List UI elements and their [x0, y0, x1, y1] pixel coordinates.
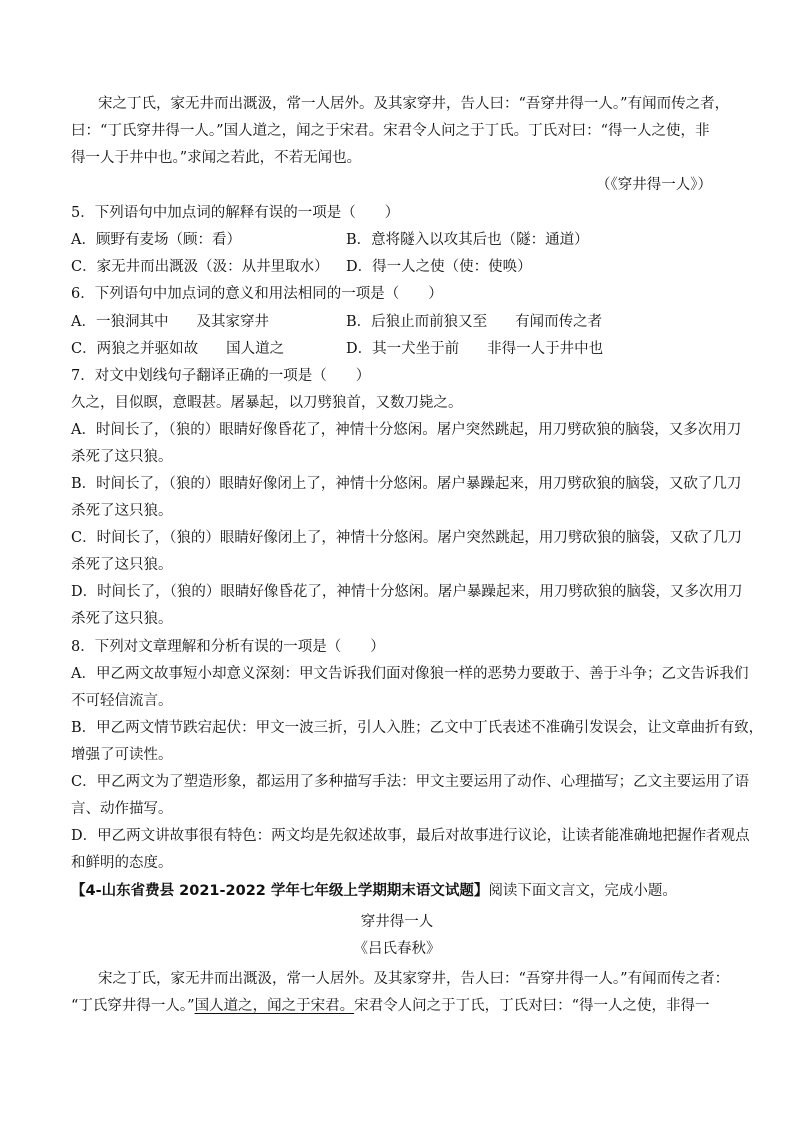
- question-8-option-a-cont: 不可轻信流言。: [71, 693, 173, 709]
- question-7-option-c: C．时间长了，（狼的）眼睛好像闭上了，神情十分悠闲。屠户突然跳起，用刀劈砍狼的脑袋，又砍了几刀: [71, 530, 742, 546]
- question-5-stem: 5．下列语句中加点词的解释有误的一项是（ ）: [71, 205, 400, 221]
- question-7-quote: 久之，目似瞑，意暇甚。屠暴起，以刀劈狼首，又数刀毙之。: [71, 395, 463, 411]
- question-7-option-d-cont: 杀死了这只狼。: [71, 611, 173, 627]
- question-7-option-a: A．时间长了，（狼的）眼睛好像昏花了，神情十分悠闲。屠户突然跳起，用刀劈砍狼的脑袋，又多次用刀: [71, 422, 742, 438]
- question-5-option-b: B．意将隧入以攻其后也（隧：通道）: [346, 232, 589, 248]
- option-text: A．一狼洞其中: [71, 314, 169, 330]
- question-7-stem: 7．对文中划线句子翻译正确的一项是（ ）: [71, 368, 371, 384]
- underlined-sentence: 国人道之，闻之于宋君。: [194, 998, 355, 1014]
- question-5-option-c: C．家无井而出溉汲（汲：从井里取水）: [71, 259, 329, 275]
- question-6-stem: 6．下列语句中加点词的意义和用法相同的一项是（ ）: [71, 286, 443, 302]
- option-text: 及其家穿井: [196, 314, 269, 330]
- question-5-option-d: D．得一人之使（使：使唤）: [346, 259, 532, 275]
- option-text: 非得一人于井中也: [487, 341, 604, 357]
- section-4-instruction: 阅读下面文言文，完成小题。: [488, 883, 677, 899]
- question-7-option-d: D．时间长了，（狼的）眼睛好像昏花了，神情十分悠闲。屠户暴躁起来，用刀劈砍狼的脑袋，又多次用刀: [71, 584, 743, 600]
- section-4-heading: [71, 881, 677, 901]
- question-6-option-c: [71, 339, 284, 359]
- question-8-option-c-cont: 言、动作描写。: [71, 801, 173, 817]
- question-8-option-a: A．甲乙两文故事短小却意义深刻：甲文告诉我们面对像狼一样的恶势力要敢于、善于斗争；乙文告诉我们: [71, 666, 749, 682]
- question-8-option-d-cont: 和鲜明的态度。: [71, 855, 173, 871]
- option-text: 国人道之: [226, 341, 285, 357]
- option-text: B．后狼止而前狼又至: [346, 314, 488, 330]
- question-8-option-d: D．甲乙两文讲故事很有特色：两文均是先叙述故事，最后对故事进行议论，让读者能准确地把握作者观点: [71, 828, 750, 844]
- question-5-option-a: A．顾野有麦场（顾：看）: [71, 232, 241, 248]
- option-text: C．两狼之并驱如故: [71, 341, 199, 357]
- option-text: D．其一犬坐于前: [346, 341, 460, 357]
- question-6-option-a: [71, 312, 269, 332]
- question-8-option-c: C．甲乙两文为了塑造形象，都运用了多种描写手法：甲文主要运用了动作、心理描写；乙文主要运用了语: [71, 774, 750, 790]
- passage-source: （《穿井得一人》）: [596, 177, 712, 193]
- section-4-passage-line: 宋之丁氏，家无井而出溉汲，常一人居外。及其家穿井，告人曰：“吾穿井得一人。”有闻而传之者：: [98, 971, 730, 987]
- section-4-book: 《吕氏春秋》: [353, 941, 441, 957]
- passage-line: 曰：“丁氏穿井得一人。”国人道之，闻之于宋君。宋君令人问之于丁氏。丁氏对曰：“得一人之使，非: [71, 123, 710, 139]
- passage-line: 得一人于井中也。”求闻之若此，不若无闻也。: [71, 150, 362, 166]
- question-7-option-b-cont: 杀死了这只狼。: [71, 503, 173, 519]
- option-text: 有闻而传之者: [515, 314, 603, 330]
- question-6-option-d: [346, 339, 603, 359]
- question-8-stem: 8．下列对文章理解和分析有误的一项是（ ）: [71, 639, 385, 655]
- question-8-option-b: B．甲乙两文情节跌宕起伏：甲文一波三折，引人入胜；乙文中丁氏表述不准确引发误会，让文章曲折有致，: [71, 720, 764, 736]
- section-4-title: 穿井得一人: [360, 914, 434, 930]
- question-6-option-b: [346, 312, 602, 332]
- question-8-option-b-cont: 增强了可读性。: [71, 747, 173, 763]
- passage-line: 宋之丁氏，家无井而出溉汲，常一人居外。及其家穿井，告人曰：“吾穿井得一人。”有闻而传之者，: [98, 96, 730, 112]
- section-4-source-header: 【4-山东省费县 2021-2022 学年七年级上学期期末语文试题】: [71, 883, 489, 899]
- passage-text: 宋君令人问之于丁氏，丁氏对曰：“得一人之使，非得一: [354, 998, 710, 1014]
- question-7-option-b: B．时间长了，（狼的）眼睛好像闭上了，神情十分悠闲。屠户暴躁起来，用刀劈砍狼的脑袋，又砍了几刀: [71, 476, 742, 492]
- question-7-option-c-cont: 杀死了这只狼。: [71, 557, 173, 573]
- passage-text: “丁氏穿井得一人。”: [71, 998, 195, 1014]
- question-7-option-a-cont: 杀死了这只狼。: [71, 449, 173, 465]
- section-4-passage-line: [71, 996, 710, 1016]
